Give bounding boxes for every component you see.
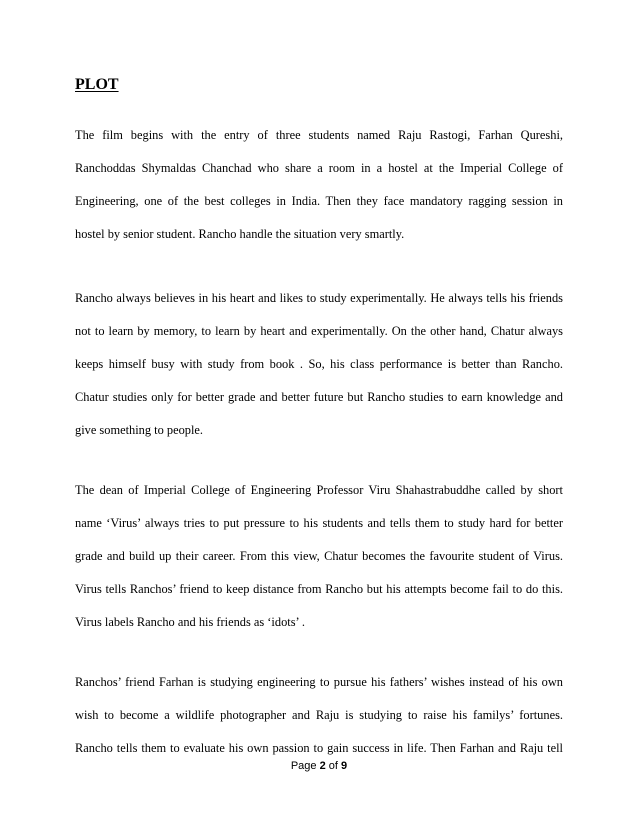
footer-total-pages: 9	[341, 760, 348, 772]
footer-page-number: 2	[319, 760, 326, 772]
paragraph-line: Rancho always believes in his heart and likes to study experimentally. He always tells his friends	[75, 291, 563, 305]
paragraph-line: Virus labels Rancho and his friends as ‘idots’ .	[75, 615, 305, 629]
footer-page-word: Page	[290, 760, 317, 772]
page-footer	[0, 760, 638, 772]
paragraph-1	[75, 125, 563, 257]
paragraph-line: hostel by senior student. Rancho handle the situation very smartly.	[75, 227, 405, 241]
paragraph-line: name ‘Virus’ always tries to put pressure to his students and tells them to study hard for better	[75, 516, 563, 530]
paragraph-line: The dean of Imperial College of Engineering Professor Viru Shahastrabuddhe called by short	[75, 483, 563, 497]
paragraph-line: The film begins with the entry of three students named Raju Rastogi, Farhan Qureshi,	[75, 128, 563, 142]
paragraph-line: Engineering, one of the best colleges in India. Then they face mandatory ragging session in	[75, 194, 563, 208]
paragraph-line: Ranchos’ friend Farhan is studying engineering to pursue his fathers’ wishes instead of his own	[75, 675, 563, 689]
footer-of-word: of	[328, 760, 338, 772]
section-heading: PLOT	[75, 76, 119, 93]
paragraph-line: Rancho tells them to evaluate his own passion to gain success in life. Then Farhan and Raju tell	[75, 741, 563, 755]
paragraph-3	[75, 480, 563, 645]
paragraph-line: wish to become a wildlife photographer and Raju is studying to raise his familys’ fortunes.	[75, 708, 563, 722]
paragraph-line: keeps himself busy with study from book . So, his class performance is better than Rancho.	[75, 357, 563, 371]
paragraph-line: Virus tells Ranchos’ friend to keep distance from Rancho but his attempts become fail to do this.	[75, 582, 563, 596]
paragraph-2	[75, 288, 563, 453]
paragraph-line: Chatur studies only for better grade and better future but Rancho studies to earn knowledge and	[75, 390, 563, 404]
paragraph-4	[75, 672, 563, 771]
paragraph-line: give something to people.	[75, 423, 204, 437]
paragraph-line: Ranchoddas Shymaldas Chanchad who share a room in a hostel at the Imperial College of	[75, 161, 563, 175]
paragraph-line: not to learn by memory, to learn by heart and experimentally. On the other hand, Chatur always	[75, 324, 563, 338]
paragraph-line: grade and build up their career. From this view, Chatur becomes the favourite student of Virus.	[75, 549, 563, 563]
